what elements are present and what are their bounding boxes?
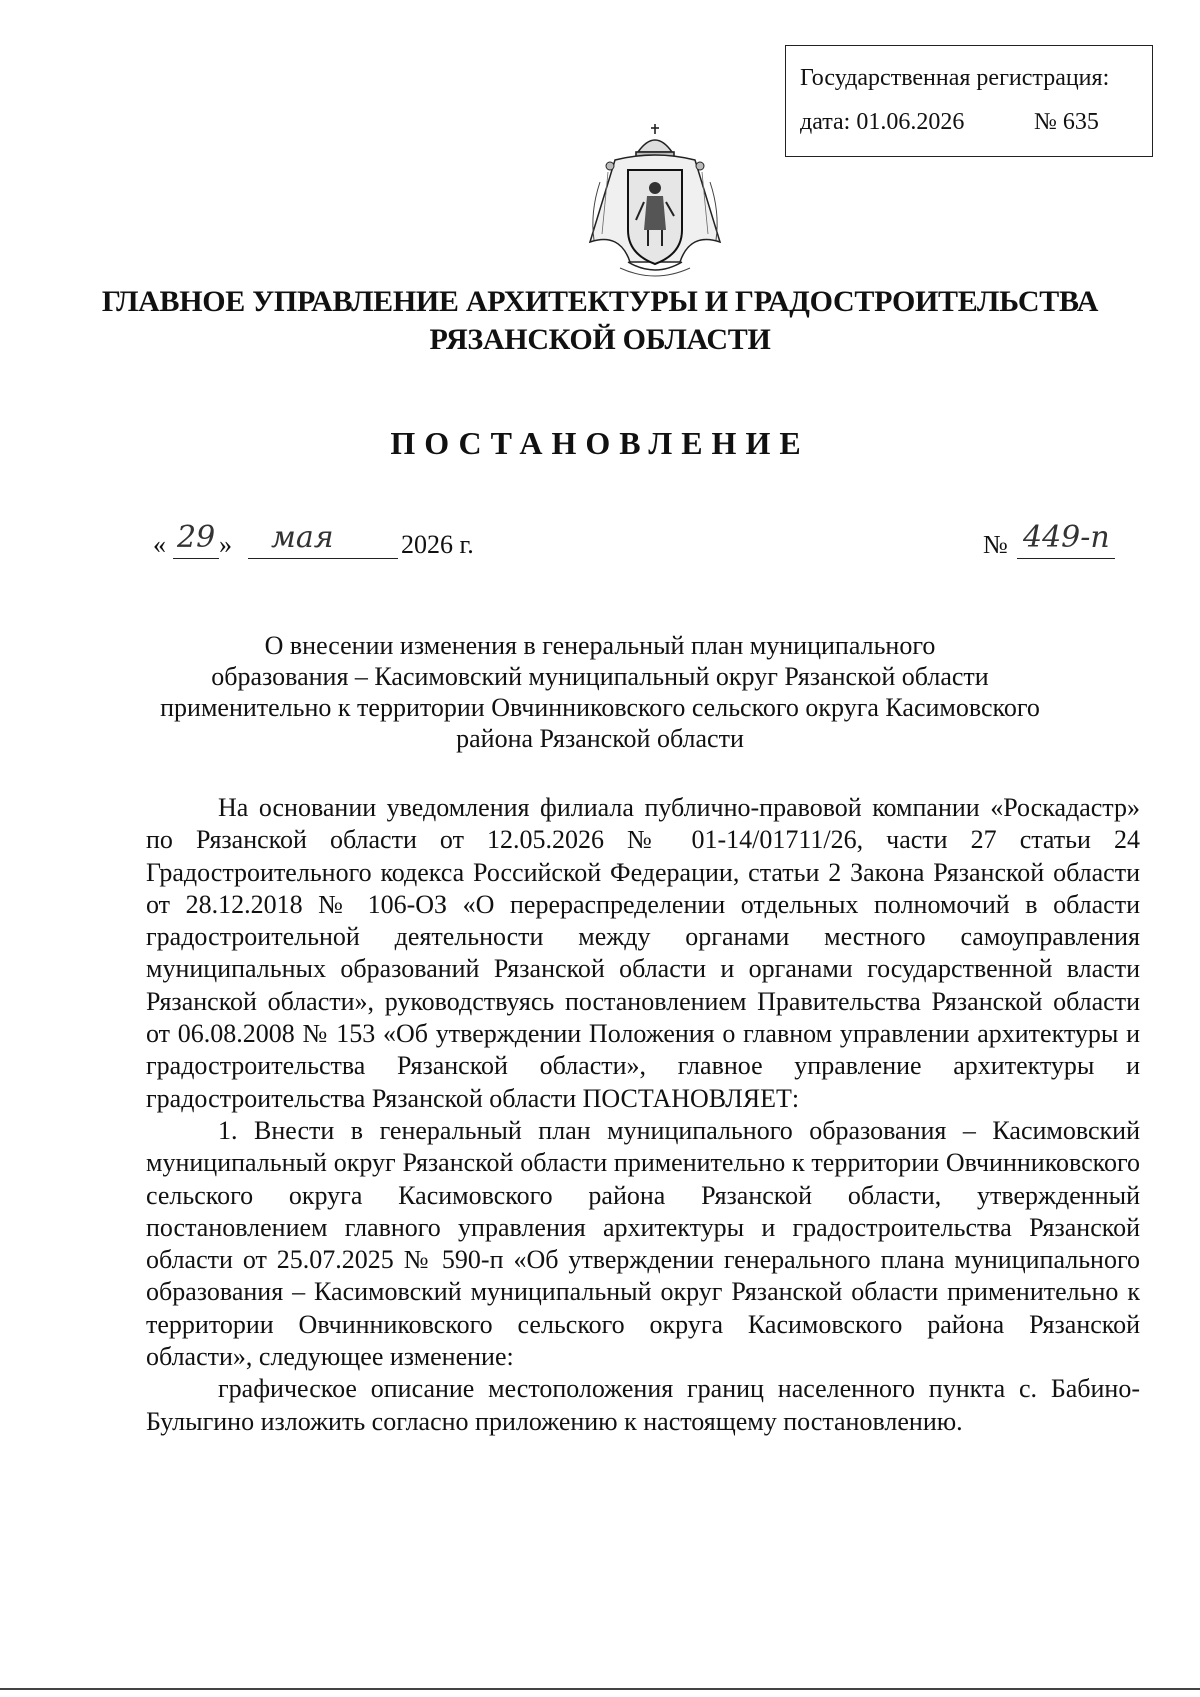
scan-edge-line [0,1688,1200,1690]
subject-line-2: образования – Касимовский муниципальный округ Рязанской области [211,662,989,691]
subject-line-4: района Рязанской области [456,724,744,753]
organization-name [0,283,1200,359]
date-year: 2026 г. [401,530,474,559]
date-day: 29 [177,520,216,555]
day-underline [173,558,219,559]
number-label: № [983,530,1008,559]
registration-title: Государственная регистрация: [800,65,1110,91]
date-month: мая [271,520,334,555]
body-paragraph-item-1: 1. Внести в генеральный план муниципального образования – Касимовский муниципальный округ Рязанской области применительно к территории Овчинниковского сельского округа Касимовского района Рязанской области, утвержденный постановлением главного управления архитектуры и градостроительства Рязанской области от 25.07.2025 № 590-п «Об утверждении генерального плана муниципального образования – Касимовский муниципальный округ Рязанской области применительно к территории Овчинниковского сельского округа Касимовского района Рязанской области», следующее изменение: [146,1115,1140,1372]
registration-date: дата: 01.06.2026 [800,109,965,135]
number-value: 449-п [1023,520,1110,555]
body-paragraph-preamble: На основании уведомления филиала публично-правовой компании «Роскадастр» по Рязанской области от 12.05.2026 № 01-14/01711/26, части 27 статьи 24 Градостроительного кодекса Российской Федерации, статьи 2 Закона Рязанской области от 28.12.2018 № 106-ОЗ «О перераспределении отдельных полномочий в области градостроительной деятельности между органами местного самоуправления муниципальных образований Рязанской области и органами государственной власти Рязанской области», руководствуясь постановлением Правительства Рязанской области от 06.08.2008 № 153 «Об утверждении Положения о главном управлении архитектуры и градостроительства Рязанской области», главное управление архитектуры и градостроительства Рязанской области ПОСТАНОВЛЯЕТ: [146,793,1140,1113]
date-close-quote: » [219,530,232,559]
date-open-quote: « [153,530,166,559]
registration-number: № 635 [1034,109,1099,135]
document-date [153,520,1053,560]
body-paragraph-change: графическое описание местоположения границ населенного пункта с. Бабино-Булыгино изложить согласно приложению к настоящему постановлению. [146,1374,1140,1436]
document-number [983,520,1133,560]
subject-line-1: О внесении изменения в генеральный план муниципального [264,631,936,660]
coat-of-arms-icon [580,122,730,284]
subject-line-3: применительно к территории Овчинниковского сельского округа Касимовского [160,693,1040,722]
document-subject [150,630,1050,754]
organization-line-1: ГЛАВНОЕ УПРАВЛЕНИЕ АРХИТЕКТУРЫ И ГРАДОСТРОИТЕЛЬСТВА [101,285,1099,318]
document-type: ПОСТАНОВЛЕНИЕ [390,425,810,461]
month-underline [248,558,398,559]
document-body [146,792,1140,1438]
organization-line-2: РЯЗАНСКОЙ ОБЛАСТИ [429,323,771,356]
registration-stamp [785,45,1153,157]
number-underline [1017,558,1115,559]
